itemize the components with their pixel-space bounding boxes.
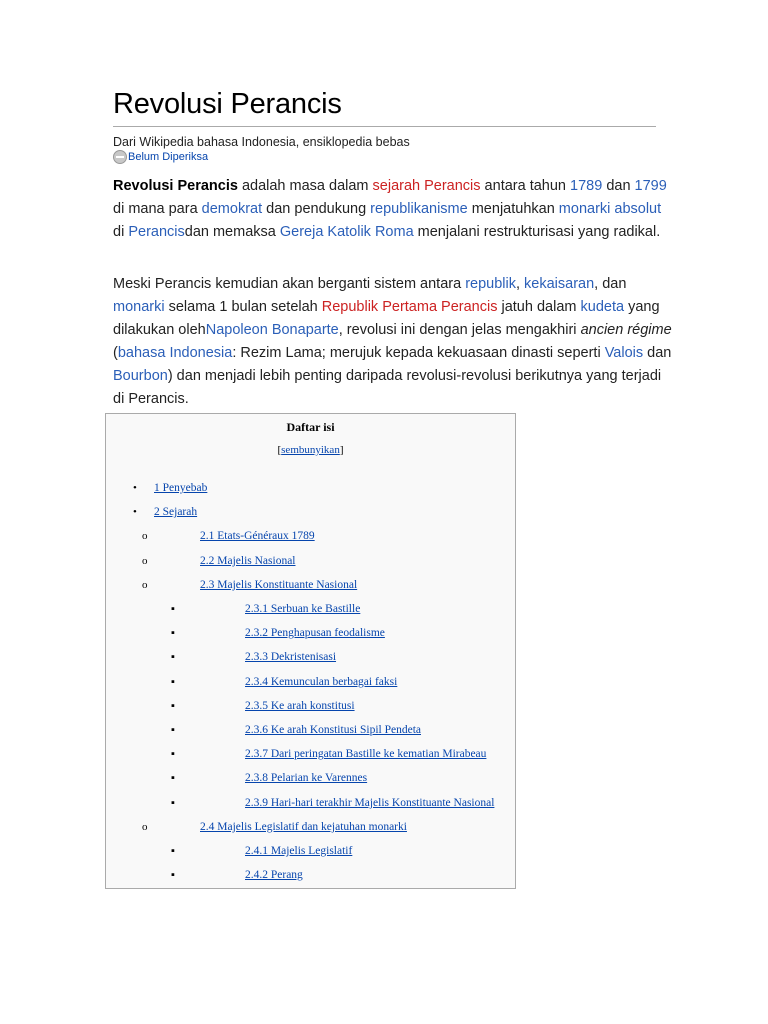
text: dan xyxy=(643,345,672,361)
toc-bullet: ▪ xyxy=(171,869,175,882)
article-subject: Revolusi Perancis xyxy=(113,178,238,194)
toc-title: Daftar isi xyxy=(286,420,335,434)
review-status-label[interactable]: Belum Diperiksa xyxy=(128,151,209,163)
link-monarki[interactable]: monarki xyxy=(113,299,165,315)
toc-link[interactable]: 2.3.1 Serbuan ke Bastille xyxy=(245,603,361,615)
toc-link[interactable]: 2.4.1 Majelis Legislatif xyxy=(245,845,353,857)
link-bourbon[interactable]: Bourbon xyxy=(113,368,168,384)
toc-link[interactable]: 2.3.8 Pelarian ke Varennes xyxy=(245,772,368,785)
toc-bullet: o xyxy=(142,578,148,591)
toc-bullet: o xyxy=(142,820,148,833)
page-title: Revolusi Perancis xyxy=(113,88,342,120)
toc-bullet: ▪ xyxy=(171,796,175,809)
toc-bullet: ▪ xyxy=(171,748,175,761)
text: jatuh dalam xyxy=(497,299,581,315)
text: di xyxy=(113,224,129,240)
toc-bullet: ▪ xyxy=(171,627,175,640)
toc-bullet: ▪ xyxy=(171,699,175,712)
text: : Rezim Lama; merujuk kepada kekuasaan dinasti seperti xyxy=(232,345,605,361)
link-republik[interactable]: republik xyxy=(465,276,516,292)
toc-toggle xyxy=(106,444,515,456)
text: dan xyxy=(602,178,635,194)
toc-link[interactable]: 2.3 Majelis Konstituante Nasional xyxy=(200,578,358,591)
toc-link[interactable]: 2.1 Etats-Généraux 1789 xyxy=(200,530,315,543)
title-divider xyxy=(113,126,656,127)
toc-bullet: • xyxy=(133,482,137,494)
text: adalah masa dalam xyxy=(237,178,373,194)
toc-link[interactable]: 1 Penyebab xyxy=(154,482,208,494)
link-gereja-katolik-roma[interactable]: Gereja Katolik Roma xyxy=(279,224,414,240)
link-1789[interactable]: 1789 xyxy=(570,178,603,194)
text: yang dilakukan oleh xyxy=(113,299,660,338)
link-demokrat[interactable]: demokrat xyxy=(201,201,263,217)
toc-link[interactable]: 2.2 Majelis Nasional xyxy=(200,554,296,567)
toc-link[interactable]: 2.3.7 Dari peringatan Bastille ke kematian Mirabeau xyxy=(245,748,487,761)
bracket-open: [ xyxy=(277,444,282,456)
toc-bullet: • xyxy=(133,506,137,519)
text: menjatuhkan xyxy=(467,201,559,217)
text: ( xyxy=(113,345,118,361)
toc-link[interactable]: 2.3.2 Penghapusan feodalisme xyxy=(245,627,385,640)
toc-bullet: ▪ xyxy=(171,603,175,615)
text: , xyxy=(515,276,525,292)
link-sejarah-perancis[interactable]: sejarah Perancis xyxy=(372,178,481,194)
site-subtitle: Dari Wikipedia bahasa Indonesia, ensiklopedia bebas xyxy=(113,135,410,149)
bracket-close: ] xyxy=(339,444,344,456)
link-napoleon-bonaparte[interactable]: Napoleon Bonaparte xyxy=(205,322,339,338)
ancien-regime-term: ancien régime xyxy=(580,322,672,338)
intro-paragraph xyxy=(113,175,673,244)
text: dan pendukung xyxy=(262,201,371,217)
toc-link[interactable]: 2.3.5 Ke arah konstitusi xyxy=(245,699,355,712)
toc-bullet: o xyxy=(142,554,148,567)
toc-bullet: ▪ xyxy=(171,724,175,736)
text: , dan xyxy=(594,276,627,292)
link-valois[interactable]: Valois xyxy=(604,345,644,361)
text: di mana para xyxy=(113,201,202,217)
text: antara tahun xyxy=(480,178,571,194)
toc-bullet: ▪ xyxy=(171,772,175,785)
link-bahasa-indonesia[interactable]: bahasa Indonesia xyxy=(117,345,233,361)
text: dan memaksa xyxy=(184,224,280,240)
unreviewed-icon xyxy=(113,150,127,164)
link-monarki-absolut[interactable]: monarki absolut xyxy=(558,201,662,217)
toc-link[interactable]: 2.3.9 Hari-hari terakhir Majelis Konstituante Nasional xyxy=(245,796,495,809)
toc-link[interactable]: 2.4.2 Perang xyxy=(245,869,303,882)
link-kekaisaran[interactable]: kekaisaran xyxy=(524,276,595,292)
second-paragraph xyxy=(113,273,673,411)
toc-hide-button[interactable]: sembunyikan xyxy=(281,444,340,456)
toc-link[interactable]: 2.3.6 Ke arah Konstitusi Sipil Pendeta xyxy=(245,724,421,736)
toc-link[interactable]: 2 Sejarah xyxy=(154,506,198,519)
link-republik-pertama-perancis[interactable]: Republik Pertama Perancis xyxy=(321,299,498,315)
review-status[interactable] xyxy=(113,150,208,164)
text: selama 1 bulan setelah xyxy=(164,299,322,315)
toc-bullet: ▪ xyxy=(171,675,175,688)
toc-link[interactable]: 2.4 Majelis Legislatif dan kejatuhan monarki xyxy=(200,820,407,833)
text: menjalani restrukturisasi yang radikal. xyxy=(413,224,661,240)
link-1799[interactable]: 1799 xyxy=(634,178,667,194)
link-republikanisme[interactable]: republikanisme xyxy=(370,201,468,217)
toc-bullet: o xyxy=(142,530,148,543)
text: Meski Perancis kemudian akan berganti sistem antara xyxy=(113,276,466,292)
toc-bullet: ▪ xyxy=(171,845,175,857)
text: , revolusi ini dengan jelas mengakhiri xyxy=(338,322,581,338)
table-of-contents xyxy=(105,413,516,889)
toc-link[interactable]: 2.3.4 Kemunculan berbagai faksi xyxy=(245,675,398,688)
link-kudeta[interactable]: kudeta xyxy=(580,299,625,315)
text: ) dan menjadi lebih penting daripada revolusi-revolusi berikutnya yang terjadi di Perancis. xyxy=(113,368,662,407)
toc-bullet: ▪ xyxy=(171,651,175,664)
link-perancis[interactable]: Perancis xyxy=(128,224,185,240)
toc-link[interactable]: 2.3.3 Dekristenisasi xyxy=(245,651,337,664)
